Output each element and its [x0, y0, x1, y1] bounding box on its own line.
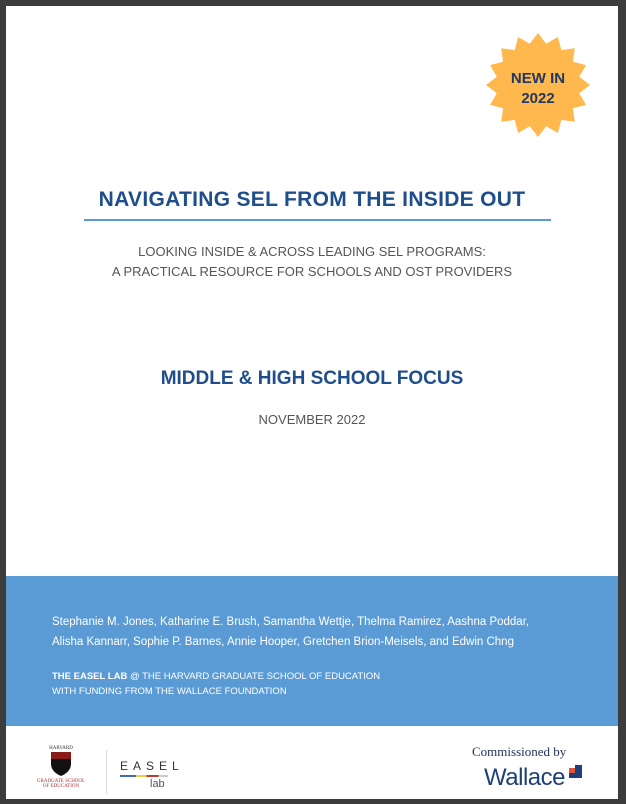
badge-line2: 2022 — [521, 90, 555, 107]
harvard-gse-text2: OF EDUCATION — [42, 784, 80, 789]
affiliation-funding: WITH FUNDING FROM THE WALLACE FOUNDATION — [52, 686, 287, 697]
commissioned-by: Commissioned by — [472, 744, 567, 759]
easel-lab-text: lab — [150, 778, 165, 790]
harvard-gse-logo — [36, 746, 86, 789]
easel-logo-bar — [120, 775, 168, 777]
shield-icon — [50, 751, 72, 777]
wallace-mark-icon — [569, 765, 582, 778]
title-underline — [84, 219, 551, 221]
subtitle-line2: A PRACTICAL RESOURCE FOR SCHOOLS AND OST PROVIDERS — [111, 264, 513, 279]
authors-line1: Stephanie M. Jones, Katharine E. Brush, Samantha Wettje, Thelma Ramirez, Aashna Poddar, — [52, 616, 530, 628]
page-title: NAVIGATING SEL FROM THE INSIDE OUT — [98, 188, 526, 211]
affiliation-lab: THE EASEL LAB — [52, 671, 128, 682]
subtitle-line1: LOOKING INSIDE & ACROSS LEADING SEL PROGRAMS: — [138, 244, 486, 259]
document-page — [6, 6, 618, 799]
focus-heading: MIDDLE & HIGH SCHOOL FOCUS — [160, 368, 464, 389]
new-badge — [484, 33, 592, 137]
easel-logo: EASEL — [120, 759, 184, 773]
footer-logos — [6, 726, 618, 799]
harvard-text: HARVARD — [49, 746, 73, 751]
authors-band — [6, 576, 618, 726]
badge-line1: NEW IN — [510, 70, 566, 87]
publication-date: NOVEMBER 2022 — [258, 412, 366, 427]
logo-divider — [106, 750, 107, 794]
wallace-logo: Wallace — [484, 764, 565, 791]
authors — [52, 612, 529, 652]
affiliation — [52, 669, 380, 699]
affiliation-school: @ THE HARVARD GRADUATE SCHOOL OF EDUCATION — [127, 671, 381, 682]
authors-line2: Alisha Kannarr, Sophie P. Barnes, Annie Hooper, Gretchen Brion-Meisels, and Edwin Chng — [52, 636, 514, 648]
harvard-gse-text1: GRADUATE SCHOOL — [36, 779, 86, 784]
subtitle — [6, 242, 618, 282]
